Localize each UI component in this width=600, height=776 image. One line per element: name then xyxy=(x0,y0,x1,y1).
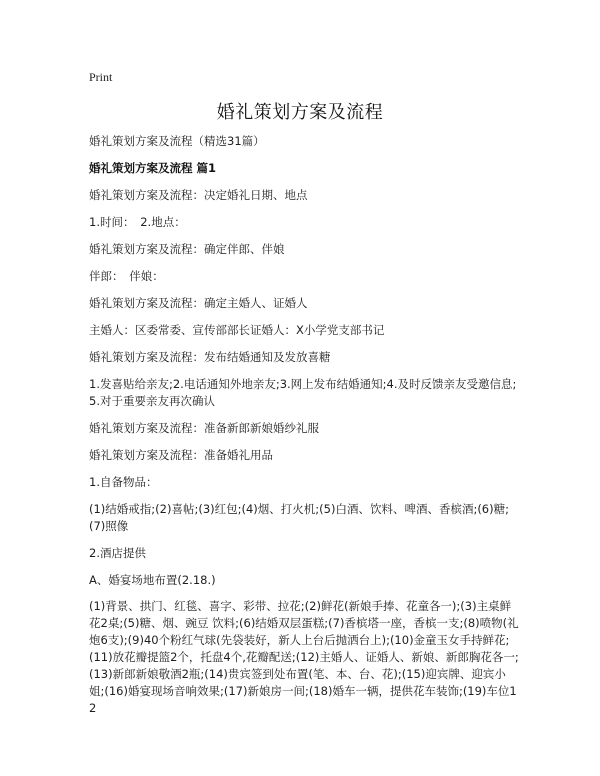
document-title: 婚礼策划方案及流程 xyxy=(216,102,384,123)
paragraph: 2.酒店提供 xyxy=(89,546,146,560)
paragraph: 1.自备物品： xyxy=(89,475,158,489)
paragraph: 婚礼策划方案及流程：发布结婚通知及发放喜糖 xyxy=(89,350,331,364)
paragraph: 婚礼策划方案及流程：决定婚礼日期、地点 xyxy=(89,188,308,202)
paragraph: 1.时间： 2.地点： xyxy=(89,215,186,229)
paragraph: (1)结婚戒指;(2)喜帖;(3)红包;(4)烟、打火机;(5)白酒、饮料、啤酒、香槟酒;(6)糖;(7)照像 xyxy=(89,502,509,533)
paragraph: 婚礼策划方案及流程：确定伴郎、伴娘 xyxy=(89,242,285,256)
paragraph: 1.发喜贴给亲友;2.电话通知外地亲友;3.网上发布结婚通知;4.及时反馈亲友受邀信息;5.对于重要亲友再次确认 xyxy=(89,377,517,408)
paragraph: 婚礼策划方案及流程：准备婚礼用品 xyxy=(89,448,273,462)
document-subtitle: 婚礼策划方案及流程（精选31篇） xyxy=(89,134,265,148)
paragraph: 伴郎： 伴娘： xyxy=(89,269,164,283)
paragraph: A、婚宴场地布置(2.18.) xyxy=(89,573,216,587)
paragraph: 婚礼策划方案及流程：确定主婚人、证婚人 xyxy=(89,296,308,310)
paragraph: 婚礼策划方案及流程：准备新郎新娘婚纱礼服 xyxy=(89,421,319,435)
paragraph: (1)背景、拱门、红毯、喜字、彩带、拉花;(2)鲜花(新娘手捧、花童各一);(3)主桌鲜花2桌;(5)糖、烟、豌豆 饮料;(6)结婚双层蛋糕;(7)香槟塔一座，香槟一支;(8)喷物(礼炮6支);(9)40个粉红气球(先袋装好，新人上台后抛洒台上);(10)金童玉女手持鲜花;(11)放花瓣提篮2个，托盘4个,花瓣配送;(12)主婚人、证婚人、新娘、新郎胸花各一;(13)新郎新娘敬酒2瓶;(14)贵宾签到处布置(笔、本、台、花);(15)迎宾牌、迎宾小姐;(16)婚宴现场音响效果;(17)新娘房一间;(18)婚车一辆，提供花车装饰;(19)车位12 xyxy=(89,599,519,715)
section-heading: 婚礼策划方案及流程 篇1 xyxy=(89,161,217,175)
paragraph: 主婚人：区委常委、宣传部部长证婚人：X小学党支部书记 xyxy=(89,323,385,337)
print-label: Print xyxy=(89,70,113,84)
